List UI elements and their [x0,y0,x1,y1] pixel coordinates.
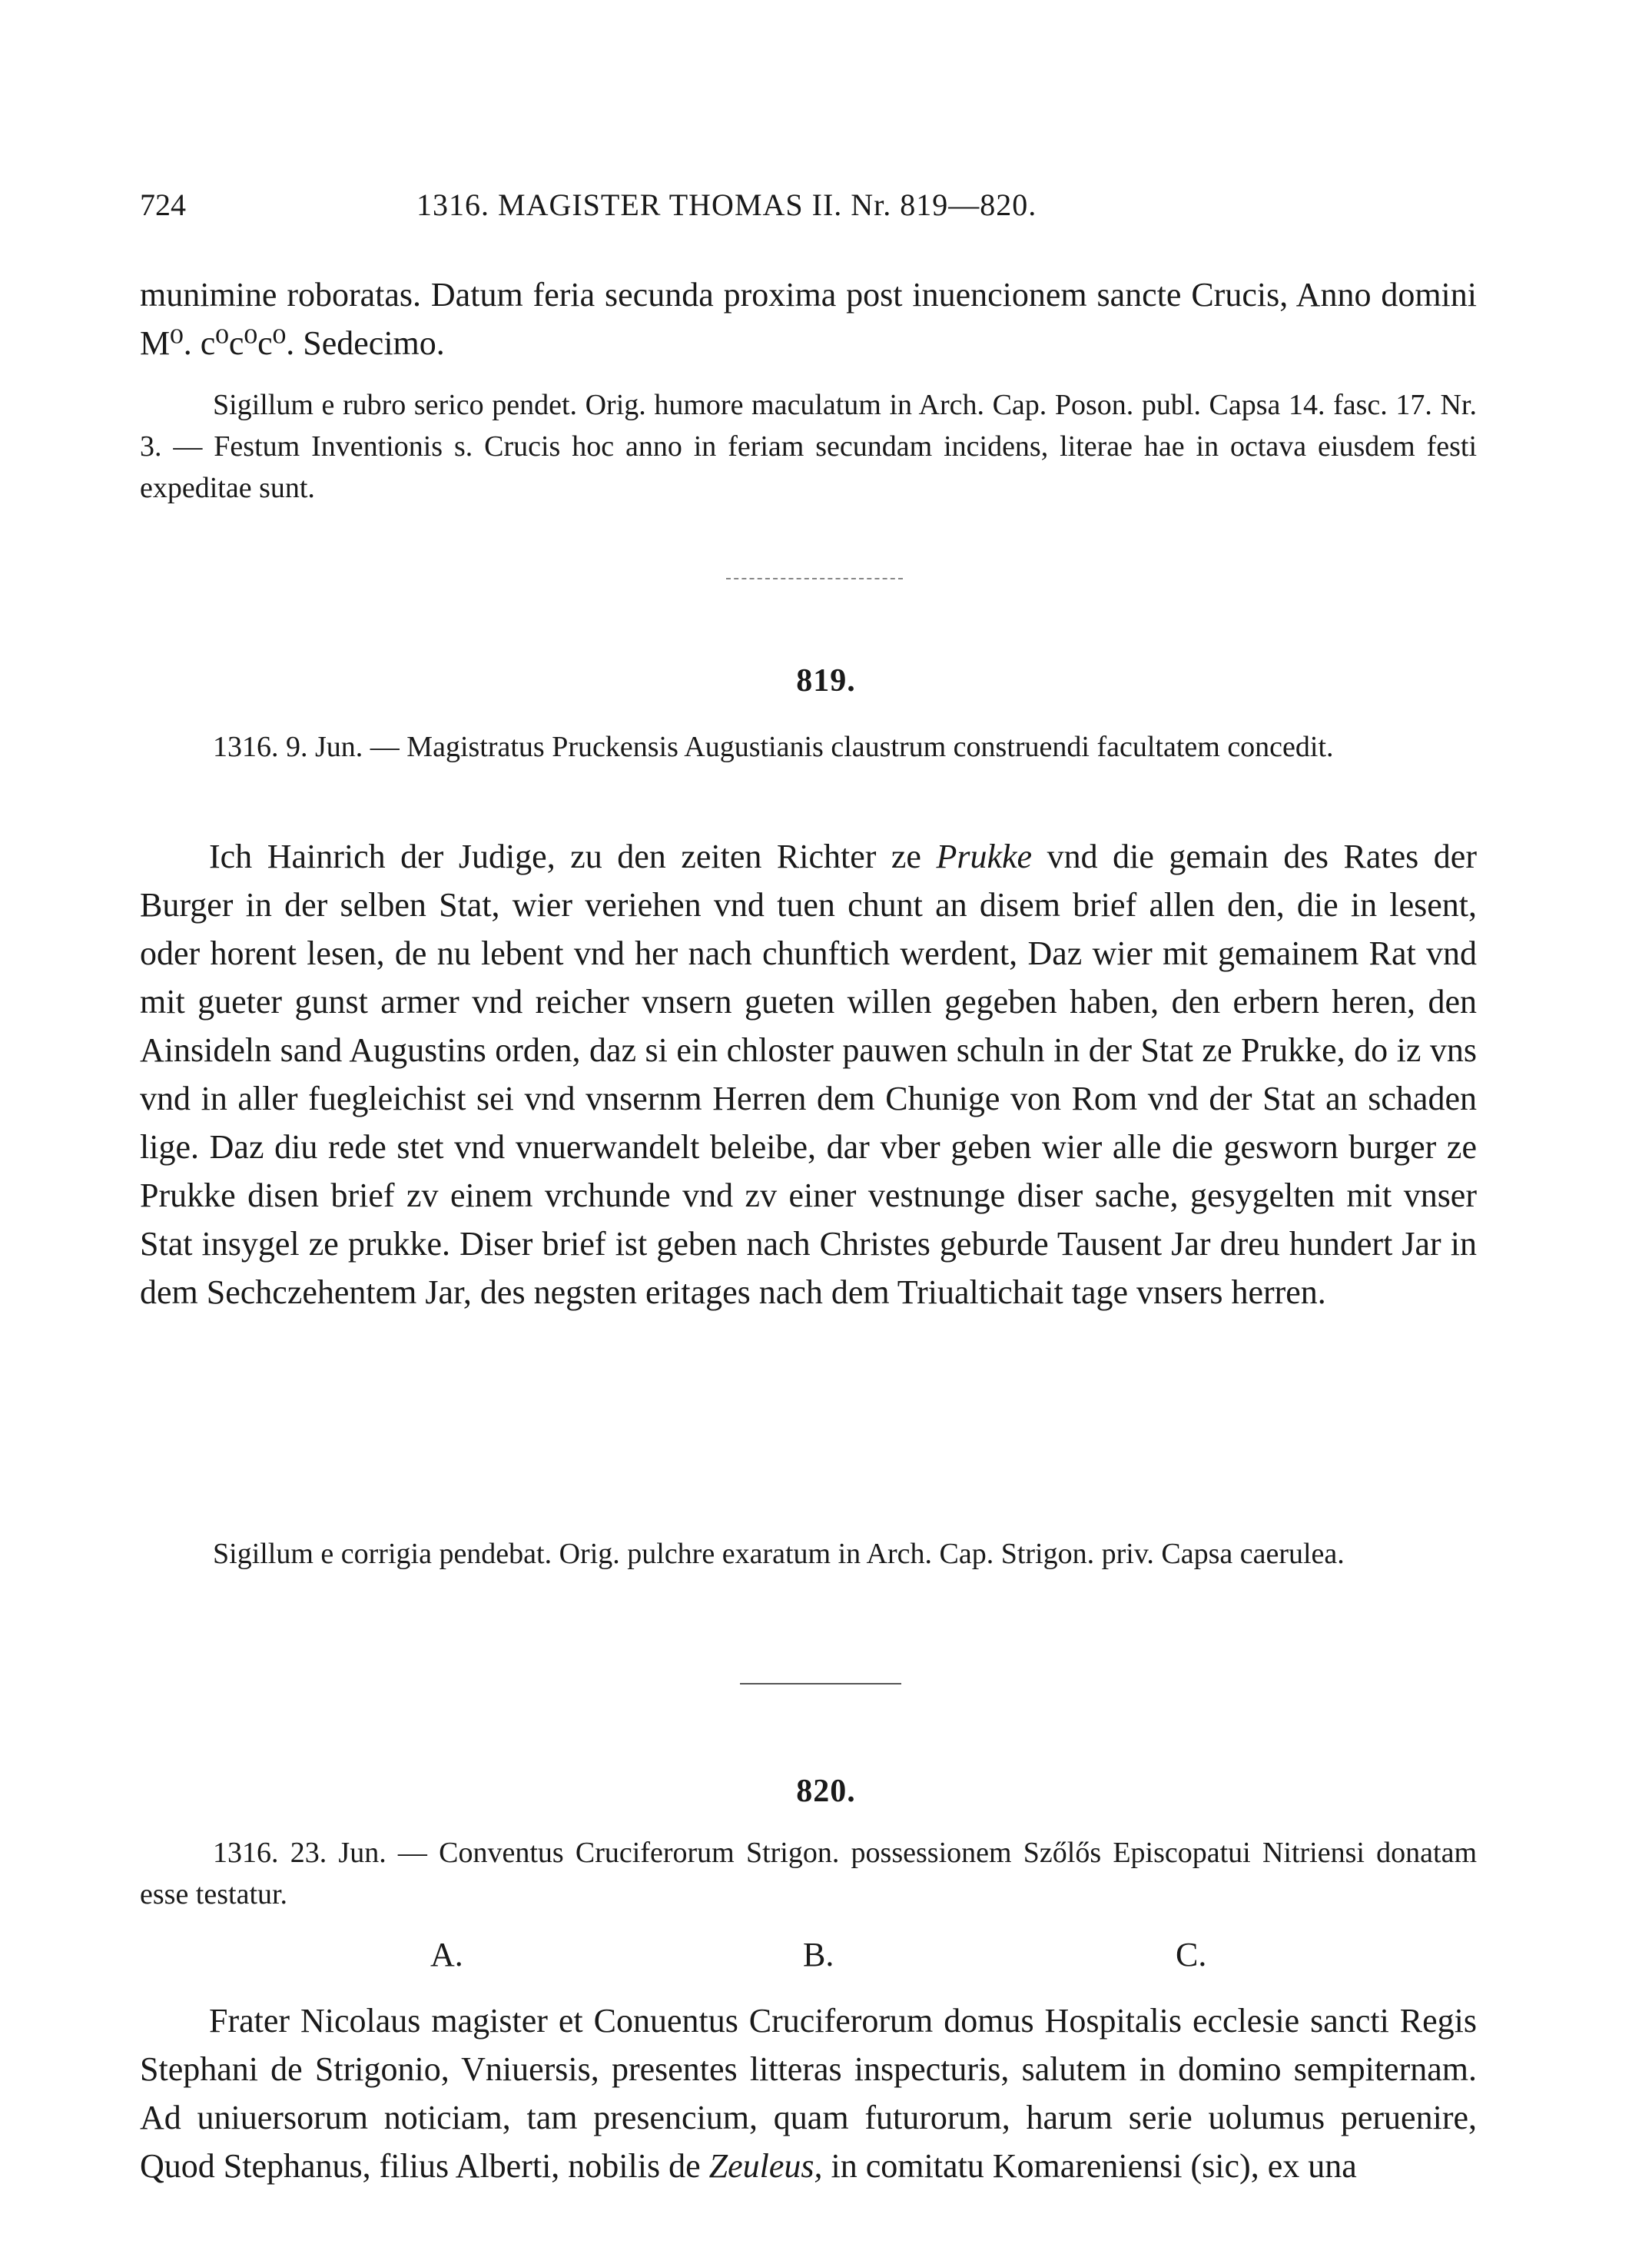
place-name-emphasis: Prukke [936,838,1033,875]
section-divider [740,1683,901,1684]
document-note-819: Sigillum e corrigia pendebat. Orig. pulchre exaratum in Arch. Cap. Strigon. priv. Capsa caerulea. [213,1538,1345,1570]
section-divider [726,578,903,579]
body-text-segment: Frater Nicolaus magister et Conuentus Cruciferorum domus Hospitalis ecclesie sancti Regis Stephani de Strigonio, Vniuersis, presentes litteras inspecturis, salutem in domino sempiternam. Ad uniuersorum noticiam, tam presencium, quam futurorum, harum serie uolumus peruenire, Quod Stephanus, filius Alberti, nobilis de [140,2002,1477,2185]
body-text-segment: vnd die gemain des Rates der Burger in der selben Stat, wier veriehen vnd tuen chunt an disem brief allen den, die in lesent, oder horent lesen, de nu lebent vnd her nach chunftich werdent, Daz wier mit gemainem Rat vnd mit gueter gunst armer vnd reicher vnsern gueten willen gegeben haben, den erbern heren, den Ainsideln sand Augustins orden, daz si ein chloster pauwen schuln in der Stat ze Prukke, do iz vns vnd in aller fuegleichist sei vnd vnsernm Herren dem Chunige von Rom vnd der Stat an schaden lige. Daz diu rede stet vnd vnuerwandelt beleibe, dar vber geben wier alle die gesworn burger ze Prukke disen brief zv einem vrchunde vnd zv einer vestnunge diser sache, gesygelten mit vnser Stat insygel ze prukke. Diser brief ist geben nach Christes geburde Tausent Jar dreu hundert Jar in dem Sechczehentem Jar, des negsten eritages nach dem Triualtichait tage vnsers herren. [140,838,1477,1311]
document-number-820: 820. [796,1774,856,1809]
continuation-text: munimine roboratas. Datum feria secunda proxima post inuencionem sancte Crucis, Anno domini M⁰. c⁰c⁰c⁰. Sedecimo. [140,276,1477,362]
page-header [140,187,1523,230]
document-body-819 [140,832,1477,1316]
variant-label-c: C. [1176,1936,1207,1973]
document-summary-820: 1316. 23. Jun. — Conventus Cruciferorum Strigon. possessionem Szőlős Episcopatui Nitriensi donatam esse testatur. [140,1837,1477,1910]
variant-label-b: B. [803,1936,834,1973]
document-summary-819: 1316. 9. Jun. — Magistratus Pruckensis Augustianis claustrum construendi facultatem concedit. [213,731,1334,763]
running-title: 1316. MAGISTER THOMAS II. Nr. 819—820. [416,188,1037,222]
manuscript-variants [430,1935,1275,1981]
page-number: 724 [140,188,186,222]
variant-label-a: A. [430,1936,463,1973]
document-body-820 [140,1996,1477,2190]
body-text-segment: in comitatu Komareniensi (sic), ex una [822,2147,1357,2185]
continuation-note: Sigillum e rubro serico pendet. Orig. humore maculatum in Arch. Cap. Poson. publ. Capsa 14. fasc. 17. Nr. 3. — Festum Inventionis s. Crucis hoc anno in feriam secundam incidens, literae hae in octava eiusdem festi expeditae sunt. [140,389,1477,504]
body-text-segment: Ich Hainrich der Judige, zu den zeiten Richter ze [209,838,937,875]
place-name-emphasis: Zeuleus, [708,2147,823,2185]
document-number-819: 819. [796,663,856,699]
